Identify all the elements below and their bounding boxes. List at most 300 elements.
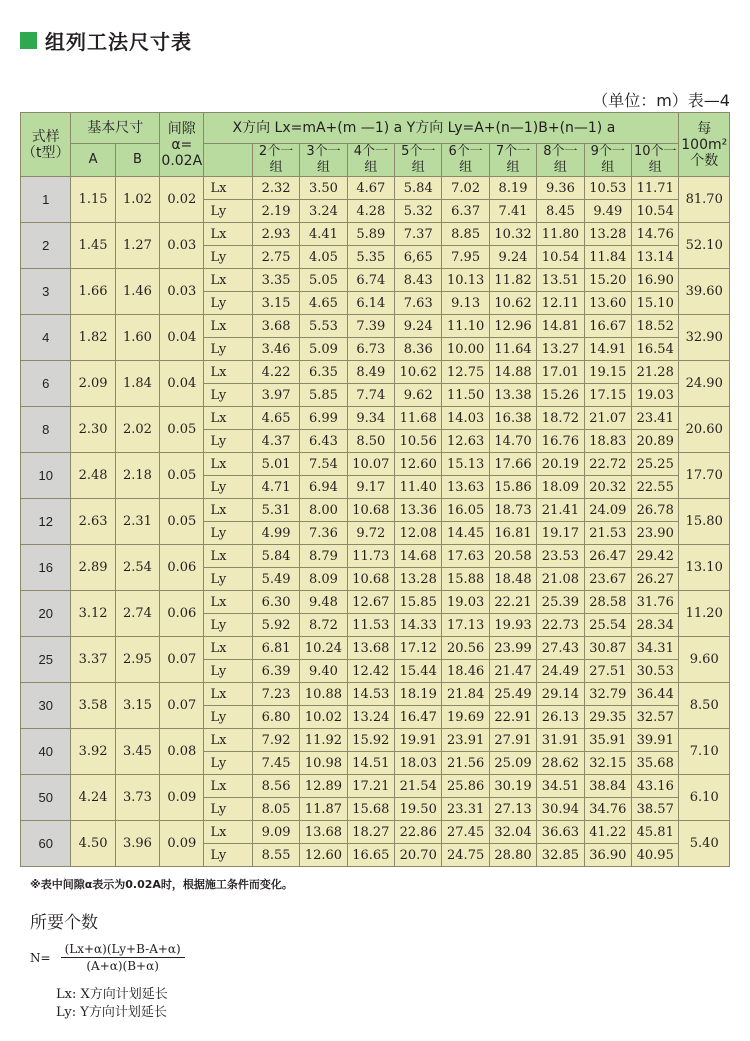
cell-lx: 11.68 [395, 407, 442, 430]
header-gap: 间隙 α= 0.02A [160, 113, 204, 177]
cell-b: 2.54 [115, 545, 159, 591]
cell-ly: 36.90 [584, 844, 631, 867]
formula-fraction [61, 942, 185, 973]
cell-ly: 7.36 [300, 522, 347, 545]
cell-lx: 21.41 [537, 499, 584, 522]
cell-ly: 9.62 [395, 384, 442, 407]
cell-lx: 15.13 [442, 453, 489, 476]
cell-lx: 6.99 [300, 407, 347, 430]
cell-ly: 21.47 [489, 660, 536, 683]
cell-lx: 2.93 [252, 223, 299, 246]
cell-ly: 8.55 [252, 844, 299, 867]
cell-ly: 9.72 [347, 522, 394, 545]
cell-ly: 28.62 [537, 752, 584, 775]
cell-ly: 35.68 [632, 752, 679, 775]
cell-type: 16 [21, 545, 71, 591]
cell-b: 2.74 [115, 591, 159, 637]
cell-a: 3.92 [71, 729, 115, 775]
cell-a: 4.50 [71, 821, 115, 867]
cell-lx: 27.45 [442, 821, 489, 844]
cell-ly: 6.73 [347, 338, 394, 361]
cell-gap: 0.07 [160, 637, 204, 683]
cell-ly: 19.50 [395, 798, 442, 821]
cell-ly: 25.54 [584, 614, 631, 637]
cell-count: 15.80 [679, 499, 730, 545]
legend-lx: Lx: X方向计划延长 [56, 987, 168, 1002]
cell-ly: 7.95 [442, 246, 489, 269]
cell-ly: 8.09 [300, 568, 347, 591]
cell-ly: 14.51 [347, 752, 394, 775]
cell-lx: 10.62 [395, 361, 442, 384]
cell-lx: 3.50 [300, 177, 347, 200]
cell-lx: 35.91 [584, 729, 631, 752]
cell-ly: 13.14 [632, 246, 679, 269]
cell-ly: 15.68 [347, 798, 394, 821]
cell-count: 39.60 [679, 269, 730, 315]
cell-gap: 0.05 [160, 453, 204, 499]
cell-lx: 25.39 [537, 591, 584, 614]
cell-ly: 14.70 [489, 430, 536, 453]
cell-type: 1 [21, 177, 71, 223]
cell-lx: 26.78 [632, 499, 679, 522]
cell-lx: 13.36 [395, 499, 442, 522]
cell-lx: 21.54 [395, 775, 442, 798]
cell-lx: 12.60 [395, 453, 442, 476]
cell-ly: 10.68 [347, 568, 394, 591]
cell-lx: 21.07 [584, 407, 631, 430]
cell-lx: 23.91 [442, 729, 489, 752]
cell-lx: 23.99 [489, 637, 536, 660]
cell-ly: 19.03 [632, 384, 679, 407]
table-row [21, 453, 730, 476]
cell-ly: 9.24 [489, 246, 536, 269]
cell-ly: 6.39 [252, 660, 299, 683]
cell-lx: 9.24 [395, 315, 442, 338]
table-row [21, 591, 730, 614]
cell-lx: 23.53 [537, 545, 584, 568]
cell-lx: 17.63 [442, 545, 489, 568]
cell-lx: 8.49 [347, 361, 394, 384]
cell-ly: 5.85 [300, 384, 347, 407]
header-group: 9个一组 [584, 144, 631, 177]
cell-gap: 0.08 [160, 729, 204, 775]
cell-a: 3.58 [71, 683, 115, 729]
cell-label-lx: Lx [204, 361, 252, 384]
cell-ly: 8.05 [252, 798, 299, 821]
count-formula [30, 942, 185, 973]
cell-ly: 17.15 [584, 384, 631, 407]
header-group: 4个一组 [347, 144, 394, 177]
cell-lx: 17.66 [489, 453, 536, 476]
cell-lx: 32.04 [489, 821, 536, 844]
cell-lx: 14.68 [395, 545, 442, 568]
cell-label-ly: Ly [204, 476, 252, 499]
cell-lx: 14.88 [489, 361, 536, 384]
cell-ly: 18.46 [442, 660, 489, 683]
cell-label-ly: Ly [204, 200, 252, 223]
cell-ly: 15.88 [442, 568, 489, 591]
cell-lx: 2.32 [252, 177, 299, 200]
cell-ly: 9.13 [442, 292, 489, 315]
cell-count: 13.10 [679, 545, 730, 591]
cell-ly: 7.45 [252, 752, 299, 775]
header-group: 3个一组 [300, 144, 347, 177]
cell-ly: 4.28 [347, 200, 394, 223]
cell-ly: 30.53 [632, 660, 679, 683]
cell-lx: 7.54 [300, 453, 347, 476]
cell-lx: 12.89 [300, 775, 347, 798]
cell-lx: 28.58 [584, 591, 631, 614]
cell-count: 6.10 [679, 775, 730, 821]
cell-label-ly: Ly [204, 614, 252, 637]
table-row [21, 269, 730, 292]
cell-count: 9.60 [679, 637, 730, 683]
cell-ly: 8.45 [537, 200, 584, 223]
cell-lx: 10.07 [347, 453, 394, 476]
cell-ly: 17.13 [442, 614, 489, 637]
cell-lx: 31.76 [632, 591, 679, 614]
cell-b: 2.95 [115, 637, 159, 683]
cell-ly: 6.94 [300, 476, 347, 499]
cell-label-lx: Lx [204, 545, 252, 568]
cell-lx: 16.38 [489, 407, 536, 430]
cell-b: 1.84 [115, 361, 159, 407]
cell-lx: 17.21 [347, 775, 394, 798]
cell-lx: 16.05 [442, 499, 489, 522]
cell-label-lx: Lx [204, 821, 252, 844]
cell-lx: 36.63 [537, 821, 584, 844]
table-row [21, 499, 730, 522]
cell-ly: 4.05 [300, 246, 347, 269]
header-count: 每 100m² 个数 [679, 113, 730, 177]
cell-gap: 0.09 [160, 821, 204, 867]
table-row [21, 223, 730, 246]
cell-gap: 0.04 [160, 361, 204, 407]
cell-ly: 10.98 [300, 752, 347, 775]
cell-count: 5.40 [679, 821, 730, 867]
cell-ly: 13.38 [489, 384, 536, 407]
cell-lx: 10.24 [300, 637, 347, 660]
cell-ly: 20.70 [395, 844, 442, 867]
cell-lx: 6.35 [300, 361, 347, 384]
cell-lx: 36.44 [632, 683, 679, 706]
cell-ly: 12.63 [442, 430, 489, 453]
cell-lx: 9.36 [537, 177, 584, 200]
cell-lx: 4.41 [300, 223, 347, 246]
cell-lx: 8.56 [252, 775, 299, 798]
cell-ly: 32.15 [584, 752, 631, 775]
cell-type: 30 [21, 683, 71, 729]
cell-ly: 34.76 [584, 798, 631, 821]
cell-lx: 10.13 [442, 269, 489, 292]
header-formula: X方向 Lx=mA+(m —1) a Y方向 Ly=A+(n—1)B+(n—1) a [204, 113, 679, 144]
cell-lx: 21.84 [442, 683, 489, 706]
header-b: B [115, 144, 159, 177]
cell-ly: 18.03 [395, 752, 442, 775]
cell-ly: 16.81 [489, 522, 536, 545]
cell-ly: 5.92 [252, 614, 299, 637]
cell-ly: 3.24 [300, 200, 347, 223]
cell-lx: 22.86 [395, 821, 442, 844]
cell-lx: 11.92 [300, 729, 347, 752]
header-group: 6个一组 [442, 144, 489, 177]
page-header [20, 26, 192, 55]
cell-lx: 9.48 [300, 591, 347, 614]
cell-ly: 13.63 [442, 476, 489, 499]
cell-lx: 5.31 [252, 499, 299, 522]
cell-lx: 18.52 [632, 315, 679, 338]
cell-ly: 3.15 [252, 292, 299, 315]
cell-lx: 20.56 [442, 637, 489, 660]
cell-lx: 8.79 [300, 545, 347, 568]
cell-ly: 28.34 [632, 614, 679, 637]
cell-lx: 14.76 [632, 223, 679, 246]
cell-ly: 22.55 [632, 476, 679, 499]
cell-lx: 23.41 [632, 407, 679, 430]
cell-lx: 34.31 [632, 637, 679, 660]
cell-ly: 28.80 [489, 844, 536, 867]
cell-ly: 25.09 [489, 752, 536, 775]
cell-ly: 10.62 [489, 292, 536, 315]
header-basic-size: 基本尺寸 [71, 113, 160, 144]
cell-ly: 21.53 [584, 522, 631, 545]
cell-ly: 14.91 [584, 338, 631, 361]
cell-ly: 18.48 [489, 568, 536, 591]
cell-type: 12 [21, 499, 71, 545]
cell-lx: 26.47 [584, 545, 631, 568]
cell-lx: 13.28 [584, 223, 631, 246]
cell-label-ly: Ly [204, 430, 252, 453]
cell-ly: 23.67 [584, 568, 631, 591]
formula-lhs: N= [30, 950, 51, 965]
cell-ly: 13.60 [584, 292, 631, 315]
cell-b: 1.27 [115, 223, 159, 269]
cell-ly: 30.94 [537, 798, 584, 821]
cell-ly: 10.54 [537, 246, 584, 269]
cell-b: 3.73 [115, 775, 159, 821]
cell-lx: 8.19 [489, 177, 536, 200]
cell-ly: 6.43 [300, 430, 347, 453]
cell-a: 1.82 [71, 315, 115, 361]
cell-label-ly: Ly [204, 706, 252, 729]
cell-ly: 15.86 [489, 476, 536, 499]
cell-lx: 6.74 [347, 269, 394, 292]
cell-lx: 7.02 [442, 177, 489, 200]
cell-a: 2.63 [71, 499, 115, 545]
cell-ly: 7.63 [395, 292, 442, 315]
cell-lx: 7.92 [252, 729, 299, 752]
cell-type: 4 [21, 315, 71, 361]
cell-lx: 5.53 [300, 315, 347, 338]
cell-lx: 15.85 [395, 591, 442, 614]
cell-count: 52.10 [679, 223, 730, 269]
cell-ly: 18.83 [584, 430, 631, 453]
cell-lx: 9.09 [252, 821, 299, 844]
cell-type: 2 [21, 223, 71, 269]
cell-lx: 17.12 [395, 637, 442, 660]
cell-lx: 7.23 [252, 683, 299, 706]
cell-gap: 0.07 [160, 683, 204, 729]
table-row [21, 821, 730, 844]
cell-ly: 21.08 [537, 568, 584, 591]
cell-type: 10 [21, 453, 71, 499]
cell-a: 3.37 [71, 637, 115, 683]
cell-label-ly: Ly [204, 798, 252, 821]
cell-lx: 10.53 [584, 177, 631, 200]
cell-gap: 0.04 [160, 315, 204, 361]
cell-lx: 7.39 [347, 315, 394, 338]
cell-ly: 3.46 [252, 338, 299, 361]
cell-count: 17.70 [679, 453, 730, 499]
cell-ly: 38.57 [632, 798, 679, 821]
cell-lx: 11.80 [537, 223, 584, 246]
header-group: 8个一组 [537, 144, 584, 177]
cell-ly: 18.09 [537, 476, 584, 499]
cell-lx: 18.27 [347, 821, 394, 844]
cell-lx: 11.73 [347, 545, 394, 568]
cell-ly: 12.11 [537, 292, 584, 315]
cell-ly: 40.95 [632, 844, 679, 867]
cell-ly: 13.27 [537, 338, 584, 361]
cell-lx: 8.85 [442, 223, 489, 246]
cell-type: 3 [21, 269, 71, 315]
cell-lx: 19.91 [395, 729, 442, 752]
cell-ly: 19.17 [537, 522, 584, 545]
cell-lx: 15.20 [584, 269, 631, 292]
cell-ly: 24.49 [537, 660, 584, 683]
cell-gap: 0.05 [160, 499, 204, 545]
cell-lx: 12.96 [489, 315, 536, 338]
cell-lx: 14.53 [347, 683, 394, 706]
cell-lx: 29.42 [632, 545, 679, 568]
cell-b: 1.60 [115, 315, 159, 361]
cell-lx: 18.73 [489, 499, 536, 522]
cell-ly: 9.40 [300, 660, 347, 683]
cell-lx: 11.10 [442, 315, 489, 338]
cell-lx: 24.09 [584, 499, 631, 522]
cell-ly: 10.54 [632, 200, 679, 223]
cell-ly: 4.99 [252, 522, 299, 545]
cell-ly: 21.56 [442, 752, 489, 775]
cell-ly: 6.14 [347, 292, 394, 315]
cell-ly: 16.47 [395, 706, 442, 729]
cell-label-lx: Lx [204, 591, 252, 614]
cell-label-lx: Lx [204, 407, 252, 430]
cell-ly: 23.90 [632, 522, 679, 545]
table-row [21, 683, 730, 706]
cell-ly: 13.24 [347, 706, 394, 729]
cell-label-ly: Ly [204, 246, 252, 269]
cell-label-ly: Ly [204, 338, 252, 361]
cell-lx: 19.15 [584, 361, 631, 384]
cell-b: 1.46 [115, 269, 159, 315]
cell-lx: 18.72 [537, 407, 584, 430]
cell-lx: 29.14 [537, 683, 584, 706]
cell-ly: 11.87 [300, 798, 347, 821]
cell-count: 11.20 [679, 591, 730, 637]
cell-lx: 45.81 [632, 821, 679, 844]
cell-label-lx: Lx [204, 177, 252, 200]
cell-ly: 14.33 [395, 614, 442, 637]
cell-ly: 5.49 [252, 568, 299, 591]
header-a: A [71, 144, 115, 177]
cell-label-lx: Lx [204, 729, 252, 752]
cell-lx: 13.51 [537, 269, 584, 292]
legend [56, 986, 168, 1022]
cell-ly: 10.02 [300, 706, 347, 729]
cell-ly: 13.28 [395, 568, 442, 591]
cell-lx: 12.67 [347, 591, 394, 614]
cell-gap: 0.03 [160, 223, 204, 269]
cell-ly: 12.60 [300, 844, 347, 867]
cell-ly: 15.44 [395, 660, 442, 683]
cell-count: 81.70 [679, 177, 730, 223]
table-row [21, 361, 730, 384]
dimension-table [20, 112, 730, 867]
cell-label-lx: Lx [204, 637, 252, 660]
cell-ly: 26.13 [537, 706, 584, 729]
cell-ly: 27.13 [489, 798, 536, 821]
cell-gap: 0.06 [160, 591, 204, 637]
cell-a: 3.12 [71, 591, 115, 637]
cell-ly: 14.45 [442, 522, 489, 545]
cell-ly: 23.31 [442, 798, 489, 821]
cell-lx: 21.28 [632, 361, 679, 384]
cell-ly: 27.51 [584, 660, 631, 683]
cell-lx: 27.43 [537, 637, 584, 660]
cell-lx: 5.01 [252, 453, 299, 476]
table-row [21, 315, 730, 338]
cell-ly: 4.37 [252, 430, 299, 453]
cell-a: 2.30 [71, 407, 115, 453]
cell-ly: 12.08 [395, 522, 442, 545]
cell-type: 50 [21, 775, 71, 821]
cell-lx: 31.91 [537, 729, 584, 752]
cell-lx: 10.32 [489, 223, 536, 246]
header-group: 10个一组 [632, 144, 679, 177]
cell-b: 3.45 [115, 729, 159, 775]
cell-count: 32.90 [679, 315, 730, 361]
cell-ly: 11.64 [489, 338, 536, 361]
formula-denominator: (A+α)(B+α) [86, 959, 159, 973]
cell-lx: 11.71 [632, 177, 679, 200]
cell-ly: 4.65 [300, 292, 347, 315]
cell-ly: 4.71 [252, 476, 299, 499]
table-row [21, 637, 730, 660]
cell-ly: 16.54 [632, 338, 679, 361]
cell-lx: 3.68 [252, 315, 299, 338]
cell-lx: 4.67 [347, 177, 394, 200]
cell-ly: 5.35 [347, 246, 394, 269]
cell-ly: 29.35 [584, 706, 631, 729]
unit-label: （单位：m）表—4 [592, 91, 730, 110]
cell-ly: 15.10 [632, 292, 679, 315]
cell-a: 1.45 [71, 223, 115, 269]
cell-label-lx: Lx [204, 683, 252, 706]
cell-lx: 7.37 [395, 223, 442, 246]
cell-ly: 24.75 [442, 844, 489, 867]
cell-ly: 2.75 [252, 246, 299, 269]
cell-lx: 20.58 [489, 545, 536, 568]
cell-lx: 22.72 [584, 453, 631, 476]
cell-ly: 10.56 [395, 430, 442, 453]
cell-label-ly: Ly [204, 660, 252, 683]
cell-lx: 13.68 [300, 821, 347, 844]
cell-lx: 4.22 [252, 361, 299, 384]
cell-label-lx: Lx [204, 775, 252, 798]
cell-b: 2.31 [115, 499, 159, 545]
cell-lx: 39.91 [632, 729, 679, 752]
